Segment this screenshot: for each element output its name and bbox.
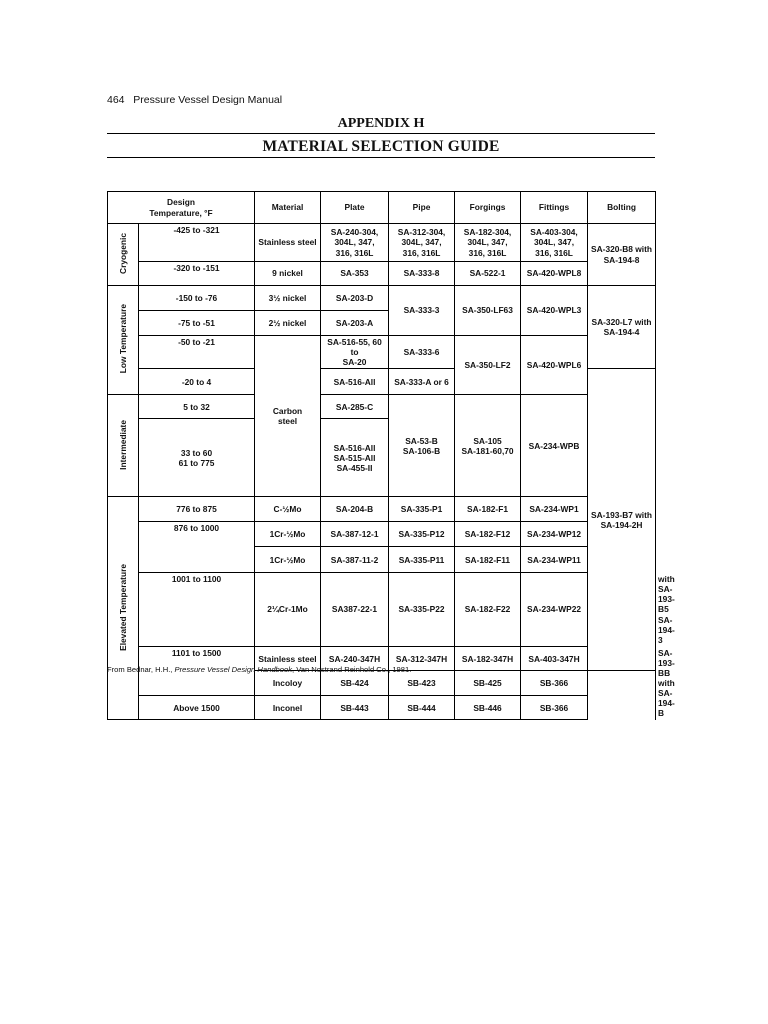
material-cell: 3½ nickel xyxy=(255,286,321,311)
source-note xyxy=(107,665,411,674)
pipe-cell: SA-335-P22 xyxy=(389,573,455,647)
plate-cell: SA-387-11-2 xyxy=(321,547,389,573)
fittings-header: Fittings xyxy=(521,192,588,224)
pipe-header: Pipe xyxy=(389,192,455,224)
plate-cell: SA-204-B xyxy=(321,497,389,522)
group-label: Low Temperature xyxy=(117,304,128,374)
pipe-cell: SA-333-A or 6 xyxy=(389,369,455,395)
fittings-cell: SA-234-WPB xyxy=(521,395,588,497)
group-label: Intermediate xyxy=(117,419,128,470)
table-row xyxy=(108,262,656,286)
plate-cell: SB-424 xyxy=(321,671,389,696)
pipe-cell: SA-333-6 xyxy=(389,336,455,369)
source-prefix: From Bednar, H.H., xyxy=(107,665,175,674)
temp-cell: 876 to 1000 xyxy=(139,522,255,573)
plate-cell: SA-516-All xyxy=(321,369,389,395)
bottom-rule xyxy=(107,157,655,158)
forgings-cell: SA-182-304, 304L, 347, 316, 316L xyxy=(455,224,521,262)
table-row xyxy=(108,695,656,720)
plate-cell: SA-240-304, 304L, 347, 316, 316L xyxy=(321,224,389,262)
pipe-cell: SA-312-304, 304L, 347, 316, 316L xyxy=(389,224,455,262)
plate-cell: SA-203-D xyxy=(321,286,389,311)
plate-header: Plate xyxy=(321,192,389,224)
pipe-cell: SB-444 xyxy=(389,695,455,720)
forgings-cell: SA-182-F12 xyxy=(455,522,521,547)
material-cell: Stainless steel xyxy=(255,646,321,671)
pipe-cell: SA-333-8 xyxy=(389,262,455,286)
plate-cell: SA-240-347H xyxy=(321,646,389,671)
source-book-title: Pressure Vessel Design Handbook xyxy=(174,665,293,674)
source-suffix: , Van Nostrand Reinhold Co., 1981. xyxy=(292,665,412,674)
fittings-cell: SA-403-304, 304L, 347, 316, 316L xyxy=(521,224,588,262)
pipe-cell: SA-335-P1 xyxy=(389,497,455,522)
bolting-header: Bolting xyxy=(588,192,656,224)
material-cell: Carbon steel xyxy=(255,336,321,497)
pipe-cell: SA-335-P11 xyxy=(389,547,455,573)
temp-cell: 1101 to 1500 xyxy=(139,646,255,695)
group-label: Cryogenic xyxy=(117,232,128,274)
temp-cell: 1001 to 1100 xyxy=(139,573,255,647)
forgings-cell: SA-182-F11 xyxy=(455,547,521,573)
bolting-cell: SA-320-B8 with SA-194-8 xyxy=(588,224,656,286)
material-cell: Incoloy xyxy=(255,671,321,696)
plate-cell: SA-516-All SA-515-All SA-455-II xyxy=(321,419,389,497)
material-cell: Stainless steel xyxy=(255,224,321,262)
pipe-cell: SA-312-347H xyxy=(389,646,455,671)
fittings-cell: SA-420-WPL6 xyxy=(521,336,588,395)
table-row: 1101 to 1500 Stainless steel SA-240-347H SA-312-347H SA-182-347H SA-403-347H SA-193-BB with SA-194-B xyxy=(108,646,656,671)
fittings-cell: SA-234-WP12 xyxy=(521,522,588,547)
bolting-cell: SA-320-L7 with SA-194-4 xyxy=(588,286,656,369)
group-intermediate xyxy=(108,395,139,497)
table-row xyxy=(108,286,656,311)
table-row xyxy=(108,522,656,547)
temp-cell: Above 1500 xyxy=(139,695,255,720)
material-cell: 2½ nickel xyxy=(255,311,321,336)
forgings-cell: SA-105 SA-181-60,70 xyxy=(455,395,521,497)
forgings-cell: SA-350-LF2 xyxy=(455,336,521,395)
temp-cell: -425 to -321 xyxy=(139,224,255,262)
table-row: 1001 to 1100 2¼Cr-1Mo SA387-22-1 SA-335-P22 SA-182-F22 SA-234-WP22 with SA-193-B5 SA-194-3 xyxy=(108,573,656,647)
forgings-cell: SB-425 xyxy=(455,671,521,696)
plate-cell: SB-443 xyxy=(321,695,389,720)
forgings-header: Forgings xyxy=(455,192,521,224)
fittings-cell: SB-366 xyxy=(521,695,588,720)
table-row xyxy=(108,224,656,262)
group-cryogenic xyxy=(108,224,139,286)
material-cell: C-½Mo xyxy=(255,497,321,522)
top-rule xyxy=(107,133,655,134)
material-cell: 1Cr-½Mo xyxy=(255,522,321,547)
group-label: Elevated Temperature xyxy=(117,563,128,651)
design-temperature-header: Design Temperature, °F xyxy=(108,192,255,224)
plate-cell: SA-387-12-1 xyxy=(321,522,389,547)
forgings-cell: SA-182-347H xyxy=(455,646,521,671)
pipe-cell: SB-423 xyxy=(389,671,455,696)
forgings-cell: SA-182-F22 xyxy=(455,573,521,647)
group-elevated-temperature xyxy=(108,497,139,720)
temp-cell: -75 to -51 xyxy=(139,311,255,336)
forgings-cell: SA-350-LF63 xyxy=(455,286,521,336)
bolting-cell: SA-193-B7 with SA-194-2H xyxy=(588,369,656,671)
material-selection-table xyxy=(107,191,675,720)
forgings-cell: SA-522-1 xyxy=(455,262,521,286)
temp-cell: 776 to 875 xyxy=(139,497,255,522)
plate-cell: SA387-22-1 xyxy=(321,573,389,647)
table-row xyxy=(108,336,656,369)
material-cell: 1Cr-½Mo xyxy=(255,547,321,573)
plate-cell: SA-516-55, 60 to SA-20 xyxy=(321,336,389,369)
material-header: Material xyxy=(255,192,321,224)
temp-cell: 5 to 32 xyxy=(139,395,255,419)
material-cell: 2¼Cr-1Mo xyxy=(255,573,321,647)
forgings-cell: SB-446 xyxy=(455,695,521,720)
temp-cell: -150 to -76 xyxy=(139,286,255,311)
temp-cell: -20 to 4 xyxy=(139,369,255,395)
fittings-cell: SA-234-WP22 xyxy=(521,573,588,647)
fittings-cell: SA-234-WP1 xyxy=(521,497,588,522)
temp-cell: 33 to 60 61 to 775 xyxy=(139,419,255,497)
page-title: MATERIAL SELECTION GUIDE xyxy=(262,138,500,155)
plate-cell: SA-353 xyxy=(321,262,389,286)
group-low-temperature xyxy=(108,286,139,395)
temp-cell: -50 to -21 xyxy=(139,336,255,369)
plate-cell: SA-285-C xyxy=(321,395,389,419)
fittings-cell: SB-366 xyxy=(521,671,588,696)
fittings-cell: SA-234-WP11 xyxy=(521,547,588,573)
material-cell: 9 nickel xyxy=(255,262,321,286)
fittings-cell: SA-420-WPL3 xyxy=(521,286,588,336)
header-row xyxy=(108,192,656,224)
table-row xyxy=(108,497,656,522)
fittings-cell: SA-420-WPL8 xyxy=(521,262,588,286)
table-row xyxy=(108,395,656,419)
appendix-label: APPENDIX H xyxy=(337,116,425,131)
temp-cell: -320 to -151 xyxy=(139,262,255,286)
pipe-cell: SA-335-P12 xyxy=(389,522,455,547)
material-cell: Inconel xyxy=(255,695,321,720)
fittings-cell: SA-403-347H xyxy=(521,646,588,671)
running-head: 464 Pressure Vessel Design Manual xyxy=(107,94,283,106)
pipe-cell: SA-53-B SA-106-B xyxy=(389,395,455,497)
plate-cell: SA-203-A xyxy=(321,311,389,336)
forgings-cell: SA-182-F1 xyxy=(455,497,521,522)
pipe-cell: SA-333-3 xyxy=(389,286,455,336)
